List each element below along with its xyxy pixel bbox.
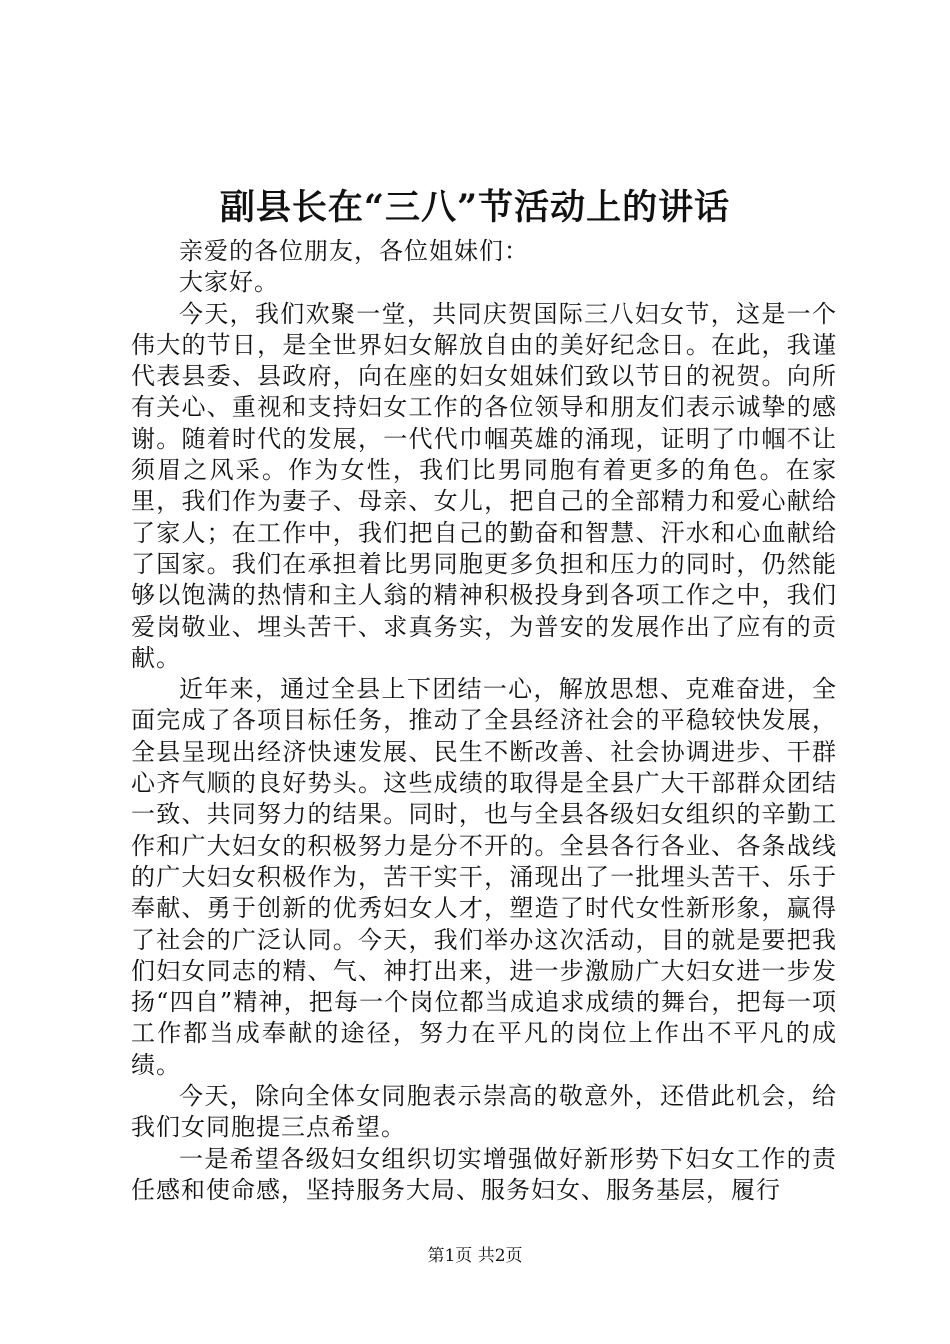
body-paragraph-2: 近年来，通过全县上下团结一心，解放思想、克难奋进，全面完成了各项目标任务，推动了全县经济社会的平稳较快发展，全县呈现出经济快速发展、民生不断改善、社会协调进步、干群心齐气顺的良好势头。这些成绩的取得是全县广大干部群众团结一致、共同努力的结果。同时，也与全县各级妇女组织的辛勤工作和广大妇女的积极努力是分不开的。全县各行各业、各条战线的广大妇女积极作为，苦干实干，涌现出了一批埋头苦干、乐于奉献、勇于创新的优秀妇女人才，塑造了时代女性新形象，赢得了社会的广泛认同。今天，我们举办这次活动，目的就是要把我们妇女同志的精、气、神打出来，进一步激励广大妇女进一步发扬“四自”精神，把每一个岗位都当成追求成绩的舞台，把每一项工作都当成奉献的途径，努力在平凡的岗位上作出不平凡的成绩。 xyxy=(131,675,837,1079)
salutation: 亲爱的各位朋友，各位姐妹们： xyxy=(179,237,529,265)
body-paragraph-4: 一是希望各级妇女组织切实增强做好新形势下妇女工作的责任感和使命感，坚持服务大局、服务妇女、服务基层，履行 xyxy=(131,1144,837,1204)
page-number-footer: 第1页 共2页 xyxy=(427,1246,523,1266)
document-title: 副县长在“三八”节活动上的讲话 xyxy=(219,187,731,228)
body-paragraph-3: 今天，除向全体女同胞表示崇高的敬意外，还借此机会，给我们女同胞提三点希望。 xyxy=(131,1082,837,1142)
body-paragraph-1: 今天，我们欢聚一堂，共同庆贺国际三八妇女节，这是一个伟大的节日，是全世界妇女解放自由的美好纪念日。在此，我谨代表县委、县政府，向在座的妇女姐妹们致以节日的祝贺。向所有关心、重视和支持妇女工作的各位领导和朋友们表示诚挚的感谢。随着时代的发展，一代代巾帼英雄的涌现，证明了巾帼不让须眉之风采。作为女性，我们比男同胞有着更多的角色。在家里，我们作为妻子、母亲、女儿，把自己的全部精力和爱心献给了家人；在工作中，我们把自己的勤奋和智慧、汗水和心血献给了国家。我们在承担着比男同胞更多负担和压力的同时，仍然能够以饱满的热情和主人翁的精神积极投身到各项工作之中，我们爱岗敬业、埋头苦干、求真务实，为普安的发展作出了应有的贡献。 xyxy=(131,299,837,672)
greeting: 大家好。 xyxy=(179,268,279,297)
document-body xyxy=(131,236,837,1206)
